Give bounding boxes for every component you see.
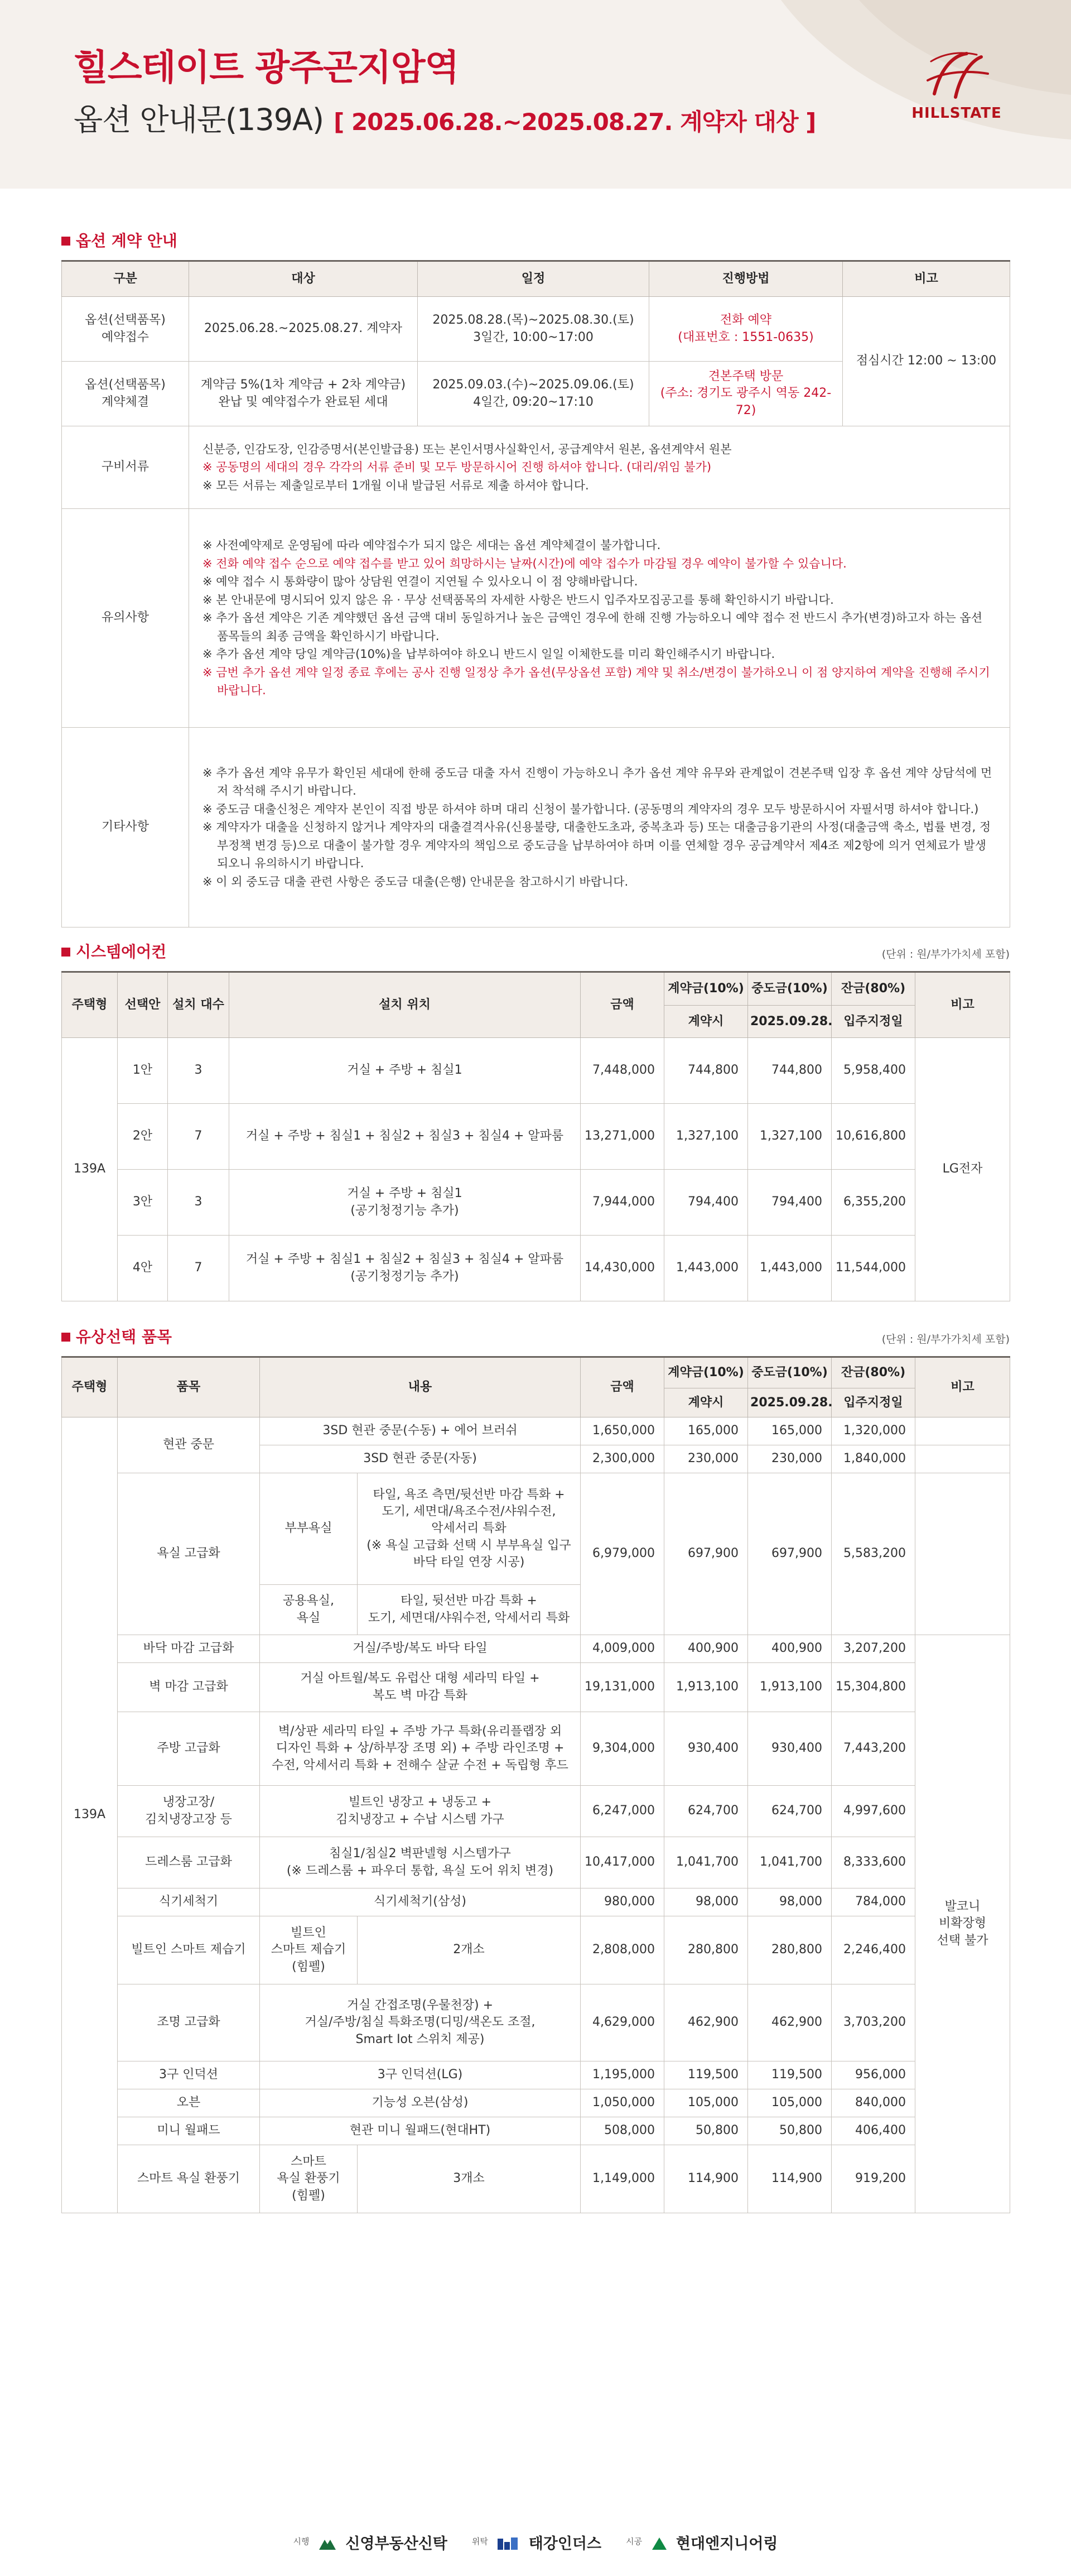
footer-companies: [0, 2531, 1071, 2565]
table-row: [62, 1712, 1010, 1786]
balance-cell: 6,355,200: [832, 1170, 915, 1236]
balance-cell: 1,320,000: [832, 1417, 915, 1445]
item-cell: 주방 고급화: [118, 1712, 260, 1786]
balance-cell: 10,616,800: [832, 1104, 915, 1170]
col-header: 대상: [189, 261, 418, 297]
col-header: 잔금(80%): [832, 1357, 915, 1388]
plan-cell: 2안: [118, 1104, 168, 1170]
deposit-cell: 744,800: [664, 1038, 748, 1104]
section-title-text: 시스템에어컨: [76, 943, 167, 961]
count-cell: 7: [168, 1236, 229, 1301]
table-row: [62, 2089, 1010, 2117]
price-cell: 19,131,000: [581, 1663, 664, 1712]
col-header: 금액: [581, 972, 664, 1038]
middle-cell: 1,443,000: [748, 1236, 832, 1301]
content-cell: 침실1/침실2 벽판넬형 시스템가구 (※ 드레스룸 + 파우더 통합, 욕실 도어 위치 변경): [260, 1837, 581, 1888]
item-cell: 오븐: [118, 2089, 260, 2117]
middle-cell: 280,800: [748, 1916, 832, 1984]
col-header: 진행방법: [649, 261, 843, 297]
col-header: 비고: [843, 261, 1010, 297]
col-header: 계약금(10%): [664, 1357, 748, 1388]
category-cell: 옵션(선택품목) 예약접수: [62, 297, 189, 362]
role-caption: 위탁: [471, 2536, 488, 2546]
item-cell: 바닥 마감 고급화: [118, 1635, 260, 1663]
table-row: [62, 1984, 1010, 2061]
col-header: 중도금(10%): [748, 972, 832, 1006]
price-cell: 4,629,000: [581, 1984, 664, 2061]
col-header: 주택형: [62, 972, 118, 1038]
location-cell: 거실 + 주방 + 침실1 (공기청정기능 추가): [229, 1170, 581, 1236]
price-cell: 508,000: [581, 2117, 664, 2145]
price-cell: 7,448,000: [581, 1038, 664, 1104]
content-cell: 2개소: [358, 1916, 581, 1984]
col-header: 품목: [118, 1357, 260, 1417]
section-title-text: 옵션 계약 안내: [76, 232, 177, 250]
balance-cell: 5,583,200: [832, 1473, 915, 1635]
item-cell: 미니 월패드: [118, 2117, 260, 2145]
system-aircon-table: [61, 971, 1010, 1301]
deposit-cell: 230,000: [664, 1445, 748, 1473]
table-row: [62, 1104, 1010, 1170]
remark-empty-cell: [915, 1445, 1010, 1473]
table-row: [62, 1170, 1010, 1236]
item-cell: 냉장고장/ 김치냉장고장 등: [118, 1786, 260, 1837]
target-cell: 계약금 5%(1차 계약금 + 2차 계약금) 완납 및 예약접수가 완료된 세대: [189, 362, 418, 426]
balance-cell: 3,207,200: [832, 1635, 915, 1663]
table-row: [62, 1473, 1010, 1585]
content-cell: 타일, 뒷선반 마감 특화 + 도기, 세면대/샤워수전, 악세서리 특화: [358, 1585, 581, 1635]
middle-cell: 1,913,100: [748, 1663, 832, 1712]
paid-options-section: [61, 1326, 1010, 2213]
footer-company: [626, 2531, 778, 2553]
middle-cell: 930,400: [748, 1712, 832, 1786]
col-header: 설치 대수: [168, 972, 229, 1038]
section-title: [61, 941, 1010, 963]
sub-item-cell: 부부욕실: [260, 1473, 358, 1585]
price-cell: 14,430,000: [581, 1236, 664, 1301]
method-cell: 견본주택 방문 (주소: 경기도 광주시 역동 242-72): [649, 362, 843, 426]
content-cell: 3구 인덕션(LG): [260, 2061, 581, 2089]
page-title: 힐스테이트 광주곤지암역: [74, 47, 459, 89]
category-cell: 옵션(선택품목) 계약체결: [62, 362, 189, 426]
content-cell: 현관 미니 월패드(현대HT): [260, 2117, 581, 2145]
deposit-cell: 119,500: [664, 2061, 748, 2089]
cautions-row: [62, 509, 1010, 728]
footer-company: [472, 2531, 601, 2553]
content-cell: 벽/상판 세라믹 타일 + 주방 가구 특화(유리플랩장 외 디자인 특화 + 상/하부장 조명 외) + 주방 라인조명 + 수전, 악세서리 특화 + 전해수 살균 수전 + 독립형 후드: [260, 1712, 581, 1786]
item-cell: 드레스룸 고급화: [118, 1837, 260, 1888]
count-cell: 3: [168, 1170, 229, 1236]
middle-cell: 165,000: [748, 1417, 832, 1445]
content-cell: 빌트인 냉장고 + 냉동고 + 김치냉장고 + 수납 시스템 가구: [260, 1786, 581, 1837]
header: [0, 0, 1071, 189]
item-cell: 욕실 고급화: [118, 1473, 260, 1635]
location-cell: 거실 + 주방 + 침실1 + 침실2 + 침실3 + 침실4 + 알파룸 (공기청정기능 추가): [229, 1236, 581, 1301]
middle-cell: 744,800: [748, 1038, 832, 1104]
table-row: [62, 2145, 1010, 2213]
price-cell: 9,304,000: [581, 1712, 664, 1786]
etc-row: [62, 728, 1010, 927]
schedule-cell: 2025.09.03.(수)~2025.09.06.(토) 4일간, 09:20~17:10: [418, 362, 649, 426]
item-cell: 빌트인 스마트 제습기: [118, 1916, 260, 1984]
content-cell: 3SD 현관 중문(수동) + 에어 브러쉬: [260, 1417, 581, 1445]
deposit-cell: 400,900: [664, 1635, 748, 1663]
middle-cell: 624,700: [748, 1786, 832, 1837]
middle-cell: 50,800: [748, 2117, 832, 2145]
table-row: [62, 1837, 1010, 1888]
col-header: 설치 위치: [229, 972, 581, 1038]
table-row: [62, 1417, 1010, 1445]
middle-cell: 462,900: [748, 1984, 832, 2061]
company-name: 태강인더스: [528, 2535, 602, 2553]
deposit-cell: 1,913,100: [664, 1663, 748, 1712]
documents-notes: 신분증, 인감도장, 인감증명서(본인발급용) 또는 본인서명사실확인서, 공급계약서 원본, 옵션계약서 원본 ※ 공동명의 세대의 경우 각각의 서류 준비 및 모두 방문하시어 진행 하셔야 합니다. (대리/위임 불가) ※ 모든 서류는 제출일로부터 1개월 이내 발급된 서류로 제출 하셔야 합니다.: [189, 426, 1010, 509]
balance-cell: 15,304,800: [832, 1663, 915, 1712]
plan-cell: 1안: [118, 1038, 168, 1104]
role-caption: 시행: [293, 2536, 310, 2546]
item-cell: 현관 중문: [118, 1417, 260, 1473]
balance-cell: 3,703,200: [832, 1984, 915, 2061]
section-title-text: 유상선택 품목: [76, 1328, 172, 1346]
table-row: [62, 1236, 1010, 1301]
shinyoung-logo-icon: [318, 2536, 337, 2551]
balance-cell: 4,997,600: [832, 1786, 915, 1837]
middle-cell: 697,900: [748, 1473, 832, 1635]
sub-item-cell: 공용욕실, 욕실: [260, 1585, 358, 1635]
deposit-cell: 50,800: [664, 2117, 748, 2145]
target-cell: 2025.06.28.~2025.08.27. 계약자: [189, 297, 418, 362]
balance-cell: 1,840,000: [832, 1445, 915, 1473]
cautions-notes: ※ 사전예약제로 운영됨에 따라 예약접수가 되지 않은 세대는 옵션 계약체결이 불가합니다. ※ 전화 예약 접수 순으로 예약 접수를 받고 있어 희망하시는 날짜(시간)에 예약 접수가 마감될 경우 예약이 불가할 수 있습니다. ※ 예약 접수 시 통화량이 많아 상담원 연결이 지연될 수 있사오니 이 점 양해바랍니다. ※ 본 안내문에 명시되어 있지 않은 유 · 무상 선택품목의 자세한 사항은 반드시 입주자모집공고를 통해 확인하시기 바랍니다. ※ 추가 옵션 계약은 기존 계약했던 옵션 금액 대비 동일하거나 높은 금액인 경우에 한해 진행 가능하오니 예약 접수 전 반드시 추가(변경)하고자 하는 옵션 품목들의 최종 금액을 확인하시기 바랍니다. ※ 추가 옵션 계약 당일 계약금(10%)을 납부하여야 하오니 반드시 일일 이체한도를 미리 확인해주시기 바랍니다. ※ 금번 추가 옵션 계약 일정 종료 후에는 공사 진행 일정상 추가 옵션(무상옵션 포함) 계약 및 취소/변경이 불가하오니 이 점 양지하여 계약을 진행해 주시기 바랍니다.: [189, 509, 1010, 728]
table-row: [62, 1635, 1010, 1663]
col-header: 금액: [581, 1357, 664, 1417]
unit-type-cell: 139A: [62, 1038, 118, 1301]
col-subheader: 입주지정일: [832, 1006, 915, 1038]
col-header: 내용: [260, 1357, 581, 1417]
sub-item-cell: 빌트인 스마트 제습기 (힘펠): [260, 1916, 358, 1984]
content-cell: 3개소: [358, 2145, 581, 2213]
middle-cell: 114,900: [748, 2145, 832, 2213]
middle-cell: 230,000: [748, 1445, 832, 1473]
remark-cell: 점심시간 12:00 ~ 13:00: [843, 297, 1010, 426]
footer-company: [293, 2531, 447, 2553]
system-aircon-section: [61, 941, 1010, 1301]
col-header: 구분: [62, 261, 189, 297]
col-subheader: 계약시: [664, 1388, 748, 1417]
price-cell: 6,979,000: [581, 1473, 664, 1635]
balance-cell: 784,000: [832, 1888, 915, 1916]
row-label: 구비서류: [62, 426, 189, 509]
col-header: 잔금(80%): [832, 972, 915, 1006]
content-cell: 거실 아트월/복도 유럽산 대형 세라믹 타일 + 복도 벽 마감 특화: [260, 1663, 581, 1712]
section-title: [61, 1326, 1010, 1348]
table-header-row: [62, 1357, 1010, 1388]
col-header: 비고: [915, 972, 1010, 1038]
item-cell: 조명 고급화: [118, 1984, 260, 2061]
table-row: [62, 2061, 1010, 2089]
middle-cell: 400,900: [748, 1635, 832, 1663]
option-contract-section: [61, 230, 1010, 927]
deposit-cell: 1,041,700: [664, 1837, 748, 1888]
balance-cell: 5,958,400: [832, 1038, 915, 1104]
balance-cell: 956,000: [832, 2061, 915, 2089]
content-cell: 타일, 욕조 측면/뒷선반 마감 특화 + 도기, 세면대/욕조수전/샤워수전, 악세서리 특화 (※ 욕실 고급화 선택 시 부부욕실 입구 바닥 타일 연장 시공): [358, 1473, 581, 1585]
location-cell: 거실 + 주방 + 침실1 + 침실2 + 침실3 + 침실4 + 알파룸: [229, 1104, 581, 1170]
price-cell: 1,149,000: [581, 2145, 664, 2213]
hyundai-engineering-logo-icon: [651, 2536, 668, 2551]
deposit-cell: 624,700: [664, 1786, 748, 1837]
table-row: [62, 1888, 1010, 1916]
contract-period: [ 2025.06.28.~2025.08.27. 계약자 대상 ]: [334, 108, 816, 136]
subtitle-text: 옵션 안내문(139A): [74, 102, 324, 137]
balance-cell: 11,544,000: [832, 1236, 915, 1301]
section-title: [61, 230, 1010, 252]
deposit-cell: 930,400: [664, 1712, 748, 1786]
unit-note: (단위 : 원/부가가치세 포함): [881, 1333, 1010, 1345]
deposit-cell: 697,900: [664, 1473, 748, 1635]
price-cell: 1,650,000: [581, 1417, 664, 1445]
sub-item-cell: 스마트 욕실 환풍기 (힘펠): [260, 2145, 358, 2213]
method-cell: 전화 예약 (대표번호 : 1551-0635): [649, 297, 843, 362]
plan-cell: 3안: [118, 1170, 168, 1236]
content-cell: 기능성 오븐(삼성): [260, 2089, 581, 2117]
table-row: [62, 1916, 1010, 1984]
col-header: 선택안: [118, 972, 168, 1038]
remark-empty-cell: [915, 1417, 1010, 1445]
col-subheader: 2025.09.28.: [748, 1006, 832, 1038]
price-cell: 1,050,000: [581, 2089, 664, 2117]
brand-name: HILLSTATE: [911, 105, 1002, 122]
col-header: 비고: [915, 1357, 1010, 1417]
content-cell: 거실/주방/복도 바닥 타일: [260, 1635, 581, 1663]
role-caption: 시공: [626, 2536, 643, 2546]
hillstate-emblem-icon: [923, 49, 990, 103]
col-header: 중도금(10%): [748, 1357, 832, 1388]
col-header: 주택형: [62, 1357, 118, 1417]
price-cell: 13,271,000: [581, 1104, 664, 1170]
price-cell: 7,944,000: [581, 1170, 664, 1236]
col-subheader: 입주지정일: [832, 1388, 915, 1417]
remark-cell: 발코니 비확장형 선택 불가: [915, 1635, 1010, 2213]
company-name: 신영부동산신탁: [345, 2535, 447, 2553]
company-name: 현대엔지니어링: [676, 2535, 778, 2553]
hillstate-logo: [904, 49, 1010, 122]
deposit-cell: 1,443,000: [664, 1236, 748, 1301]
remark-cell: LG전자: [915, 1038, 1010, 1301]
price-cell: 980,000: [581, 1888, 664, 1916]
square-bullet-icon: [61, 237, 70, 246]
content-cell: 3SD 현관 중문(자동): [260, 1445, 581, 1473]
middle-cell: 1,327,100: [748, 1104, 832, 1170]
table-row: [62, 1663, 1010, 1712]
price-cell: 4,009,000: [581, 1635, 664, 1663]
col-subheader: 계약시: [664, 1006, 748, 1038]
square-bullet-icon: [61, 1333, 70, 1342]
deposit-cell: 794,400: [664, 1170, 748, 1236]
count-cell: 3: [168, 1038, 229, 1104]
price-cell: 10,417,000: [581, 1837, 664, 1888]
middle-cell: 98,000: [748, 1888, 832, 1916]
price-cell: 2,808,000: [581, 1916, 664, 1984]
balance-cell: 919,200: [832, 2145, 915, 2213]
balance-cell: 8,333,600: [832, 1837, 915, 1888]
balance-cell: 840,000: [832, 2089, 915, 2117]
item-cell: 스마트 욕실 환풍기: [118, 2145, 260, 2213]
table-header-row: [62, 261, 1010, 297]
deposit-cell: 98,000: [664, 1888, 748, 1916]
middle-cell: 119,500: [748, 2061, 832, 2089]
table-row: [62, 297, 1010, 362]
table-header-row: [62, 972, 1010, 1006]
etc-notes: ※ 추가 옵션 계약 유무가 확인된 세대에 한해 중도금 대출 자서 진행이 가능하오니 추가 옵션 계약 유무와 관계없이 견본주택 입장 후 옵션 계약 상담석에 먼저 착석해 주시기 바랍니다. ※ 중도금 대출신청은 계약자 본인이 직접 방문 하셔야 하며 대리 신청이 불가합니다. (공동명의 계약자의 경우 모두 방문하시어 자필서명 하셔야 합니다.) ※ 계약자가 대출을 신청하지 않거나 계약자의 대출결격사유(신용불량, 대출한도초과, 중복초과 등) 또는 대출금융기관의 사정(대출금액 축소, 법률 변경, 정부정책 변경 등)으로 대출이 불가할 경우 계약자의 책임으로 중도금을 납부하여야 하며 이를 연체할 경우 공급계약서 제4조 제2항에 의거 연체료가 발생되오니 유의하시기 바랍니다. ※ 이 외 중도금 대출 관련 사항은 중도금 대출(은행) 안내문을 참고하시기 바랍니다.: [189, 728, 1010, 927]
location-cell: 거실 + 주방 + 침실1: [229, 1038, 581, 1104]
page-subtitle: [74, 96, 816, 139]
balance-cell: 406,400: [832, 2117, 915, 2145]
content-cell: 거실 간접조명(우물천장) + 거실/주방/침실 특화조명(디밍/색온도 조절, Smart Iot 스위치 제공): [260, 1984, 581, 2061]
unit-type-cell: 139A: [62, 1417, 118, 2213]
plan-cell: 4안: [118, 1236, 168, 1301]
middle-cell: 105,000: [748, 2089, 832, 2117]
deposit-cell: 280,800: [664, 1916, 748, 1984]
col-subheader: 2025.09.28.: [748, 1388, 832, 1417]
table-row: [62, 1786, 1010, 1837]
row-label: 유의사항: [62, 509, 189, 728]
item-cell: 벽 마감 고급화: [118, 1663, 260, 1712]
balance-cell: 2,246,400: [832, 1916, 915, 1984]
unit-note: (단위 : 원/부가가치세 포함): [881, 948, 1010, 960]
documents-row: [62, 426, 1010, 509]
item-cell: 식기세척기: [118, 1888, 260, 1916]
taegang-logo-icon: [496, 2536, 520, 2551]
schedule-cell: 2025.08.28.(목)~2025.08.30.(토) 3일간, 10:00~17:00: [418, 297, 649, 362]
square-bullet-icon: [61, 948, 70, 957]
row-label: 기타사항: [62, 728, 189, 927]
price-cell: 2,300,000: [581, 1445, 664, 1473]
col-header: 일정: [418, 261, 649, 297]
deposit-cell: 165,000: [664, 1417, 748, 1445]
content-cell: 식기세척기(삼성): [260, 1888, 581, 1916]
deposit-cell: 1,327,100: [664, 1104, 748, 1170]
middle-cell: 1,041,700: [748, 1837, 832, 1888]
deposit-cell: 462,900: [664, 1984, 748, 2061]
item-cell: 3구 인덕션: [118, 2061, 260, 2089]
table-row: [62, 2117, 1010, 2145]
remark-empty-cell: [915, 1473, 1010, 1635]
deposit-cell: 105,000: [664, 2089, 748, 2117]
table-row: [62, 1038, 1010, 1104]
option-contract-table: [61, 260, 1010, 927]
price-cell: 1,195,000: [581, 2061, 664, 2089]
middle-cell: 794,400: [748, 1170, 832, 1236]
paid-options-table: [61, 1356, 1010, 2213]
count-cell: 7: [168, 1104, 229, 1170]
deposit-cell: 114,900: [664, 2145, 748, 2213]
balance-cell: 7,443,200: [832, 1712, 915, 1786]
price-cell: 6,247,000: [581, 1786, 664, 1837]
col-header: 계약금(10%): [664, 972, 748, 1006]
